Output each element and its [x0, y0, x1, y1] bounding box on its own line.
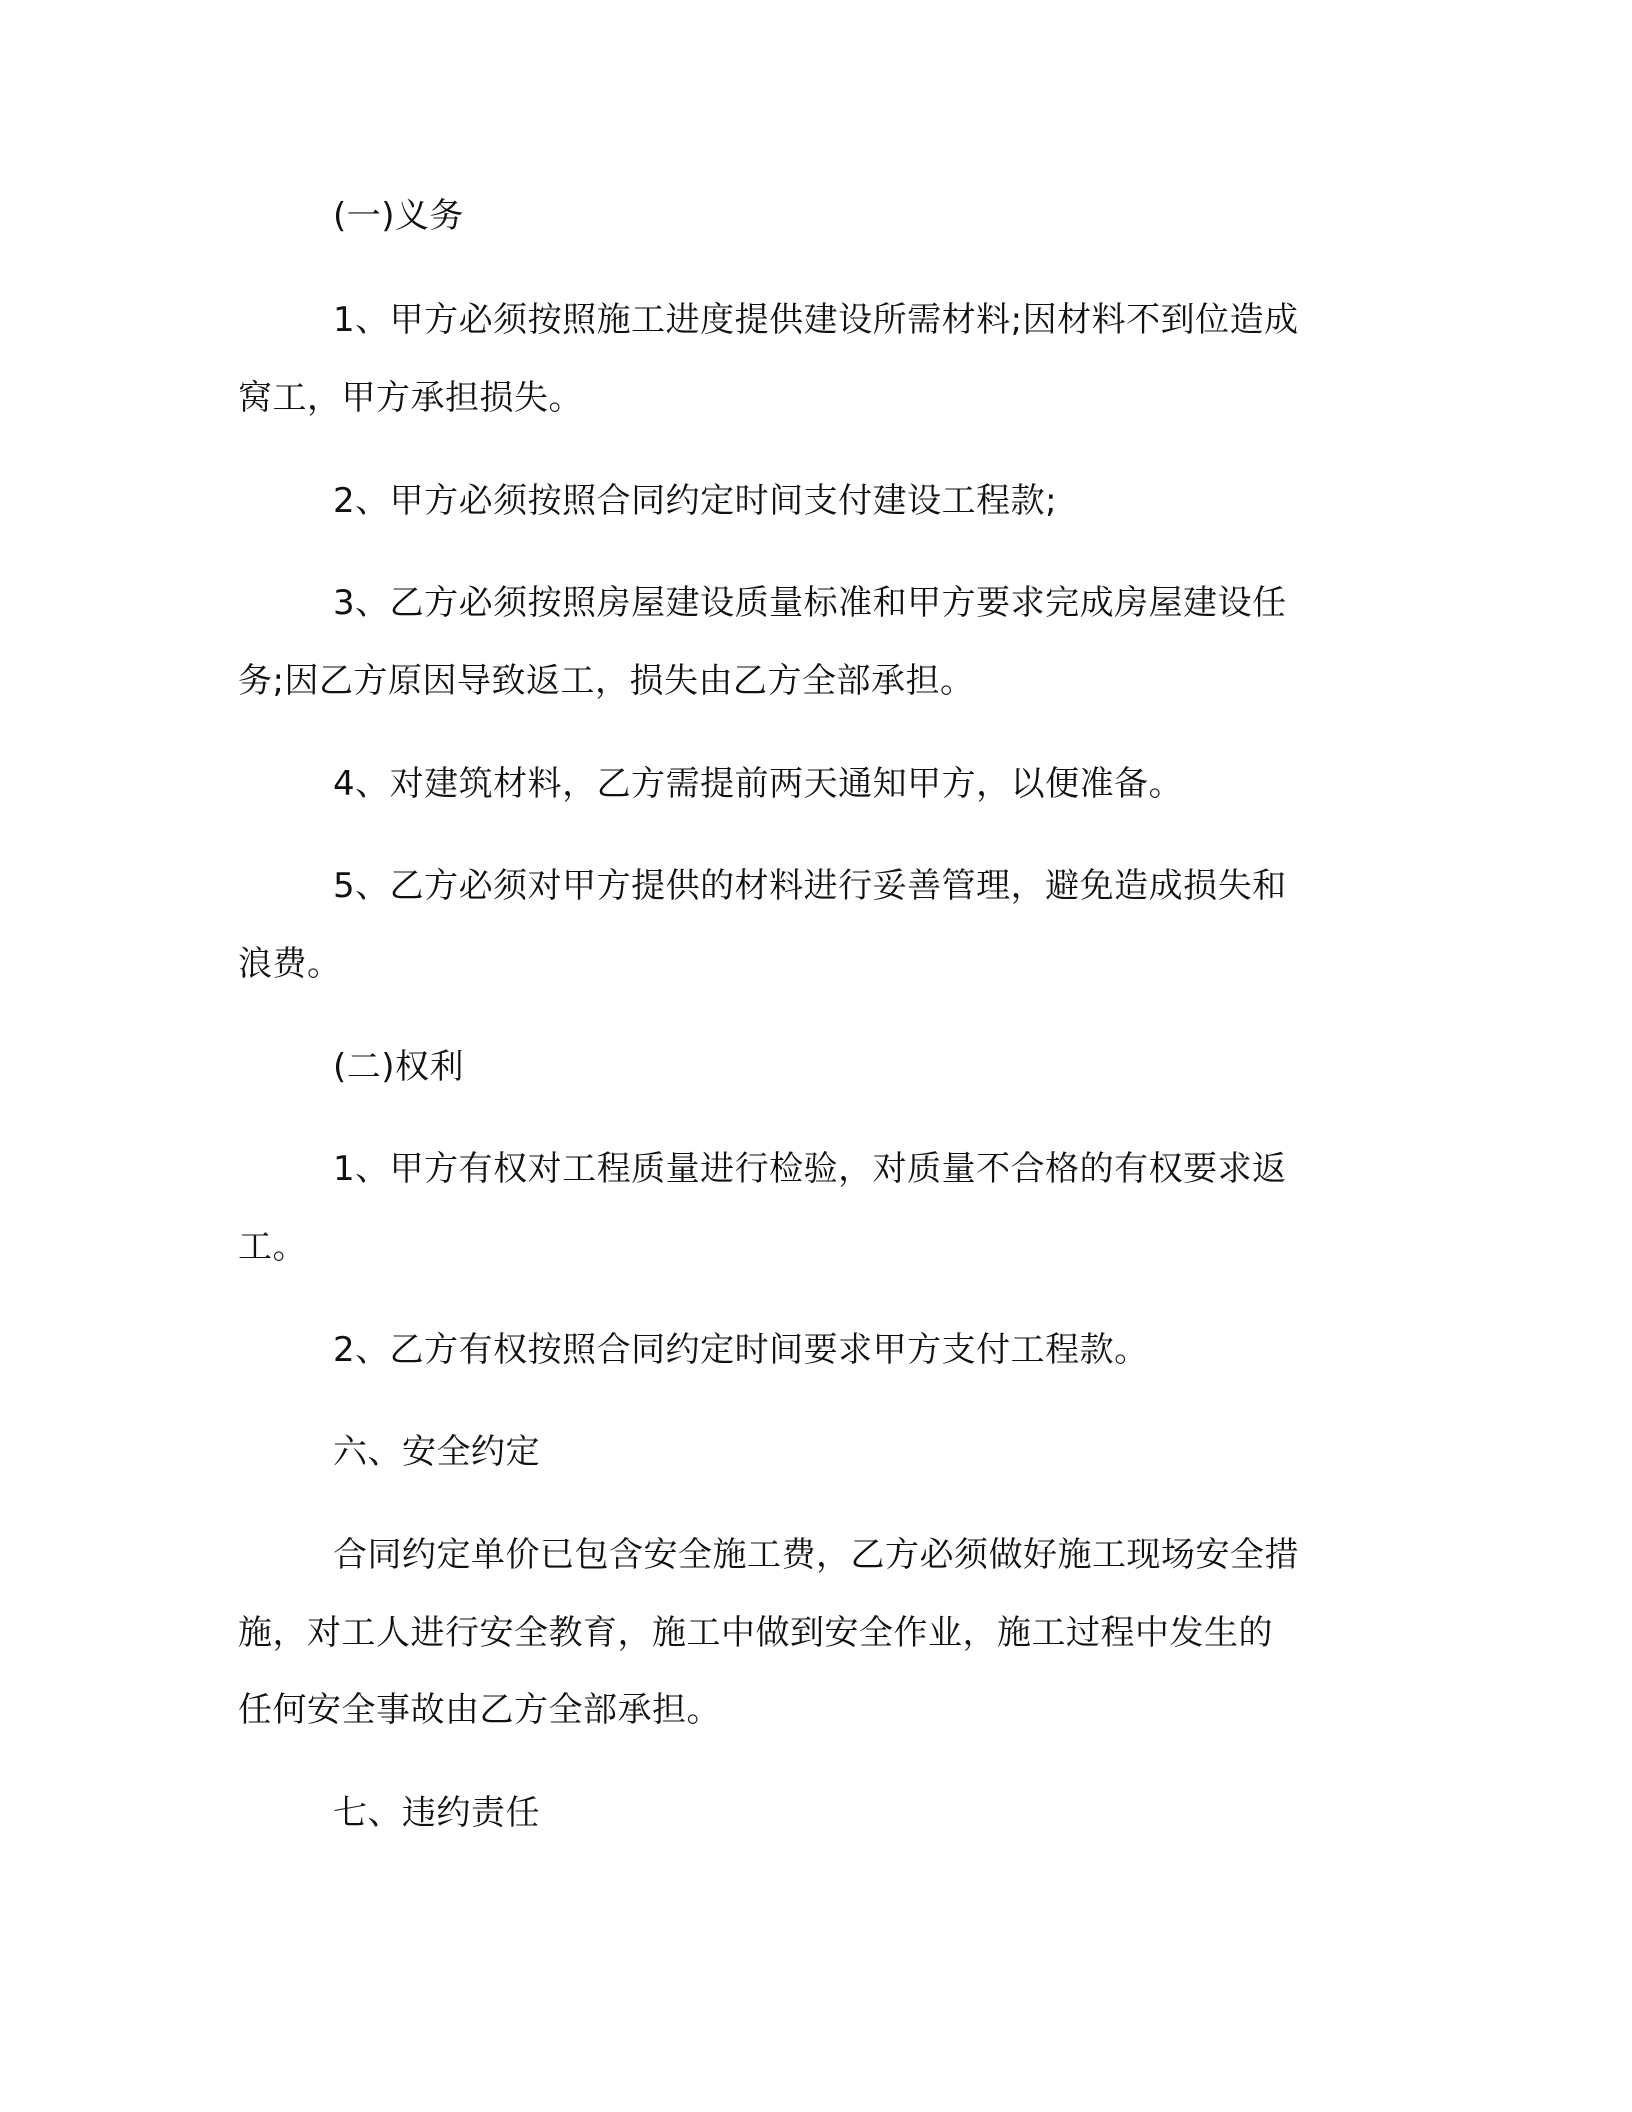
- clause-1-line-2: 窝工，甲方承担损失。: [238, 378, 583, 418]
- section-heading-rights: (二)权利: [333, 1047, 465, 1087]
- section-heading-obligations: (一)义务: [333, 196, 465, 236]
- clause-3-line-1: 3、乙方必须按照房屋建设质量标准和甲方要求完成房屋建设任: [333, 583, 1287, 623]
- safety-paragraph-line-2: 施，对工人进行安全教育，施工中做到安全作业，施工过程中发生的: [238, 1613, 1273, 1653]
- clause-4: 4、对建筑材料，乙方需提前两天通知甲方，以便准备。: [333, 764, 1184, 804]
- section-heading-safety: 六、安全约定: [333, 1432, 540, 1472]
- safety-paragraph-line-1: 合同约定单价已包含安全施工费，乙方必须做好施工现场安全措: [333, 1535, 1299, 1575]
- clause-5-line-1: 5、乙方必须对甲方提供的材料进行妥善管理，避免造成损失和: [333, 866, 1287, 906]
- rights-clause-1-line-1: 1、甲方有权对工程质量进行检验，对质量不合格的有权要求返: [333, 1149, 1287, 1189]
- section-heading-breach: 七、违约责任: [333, 1793, 540, 1833]
- rights-clause-2: 2、乙方有权按照合同约定时间要求甲方支付工程款。: [333, 1330, 1149, 1370]
- clause-2: 2、甲方必须按照合同约定时间支付建设工程款;: [333, 481, 1058, 521]
- clause-3-line-2: 务;因乙方原因导致返工，损失由乙方全部承担。: [238, 661, 975, 701]
- clause-1-line-1: 1、甲方必须按照施工进度提供建设所需材料;因材料不到位造成: [333, 300, 1299, 340]
- safety-paragraph-line-3: 任何安全事故由乙方全部承担。: [238, 1690, 721, 1730]
- rights-clause-1-line-2: 工。: [238, 1227, 307, 1267]
- clause-5-line-2: 浪费。: [238, 944, 342, 984]
